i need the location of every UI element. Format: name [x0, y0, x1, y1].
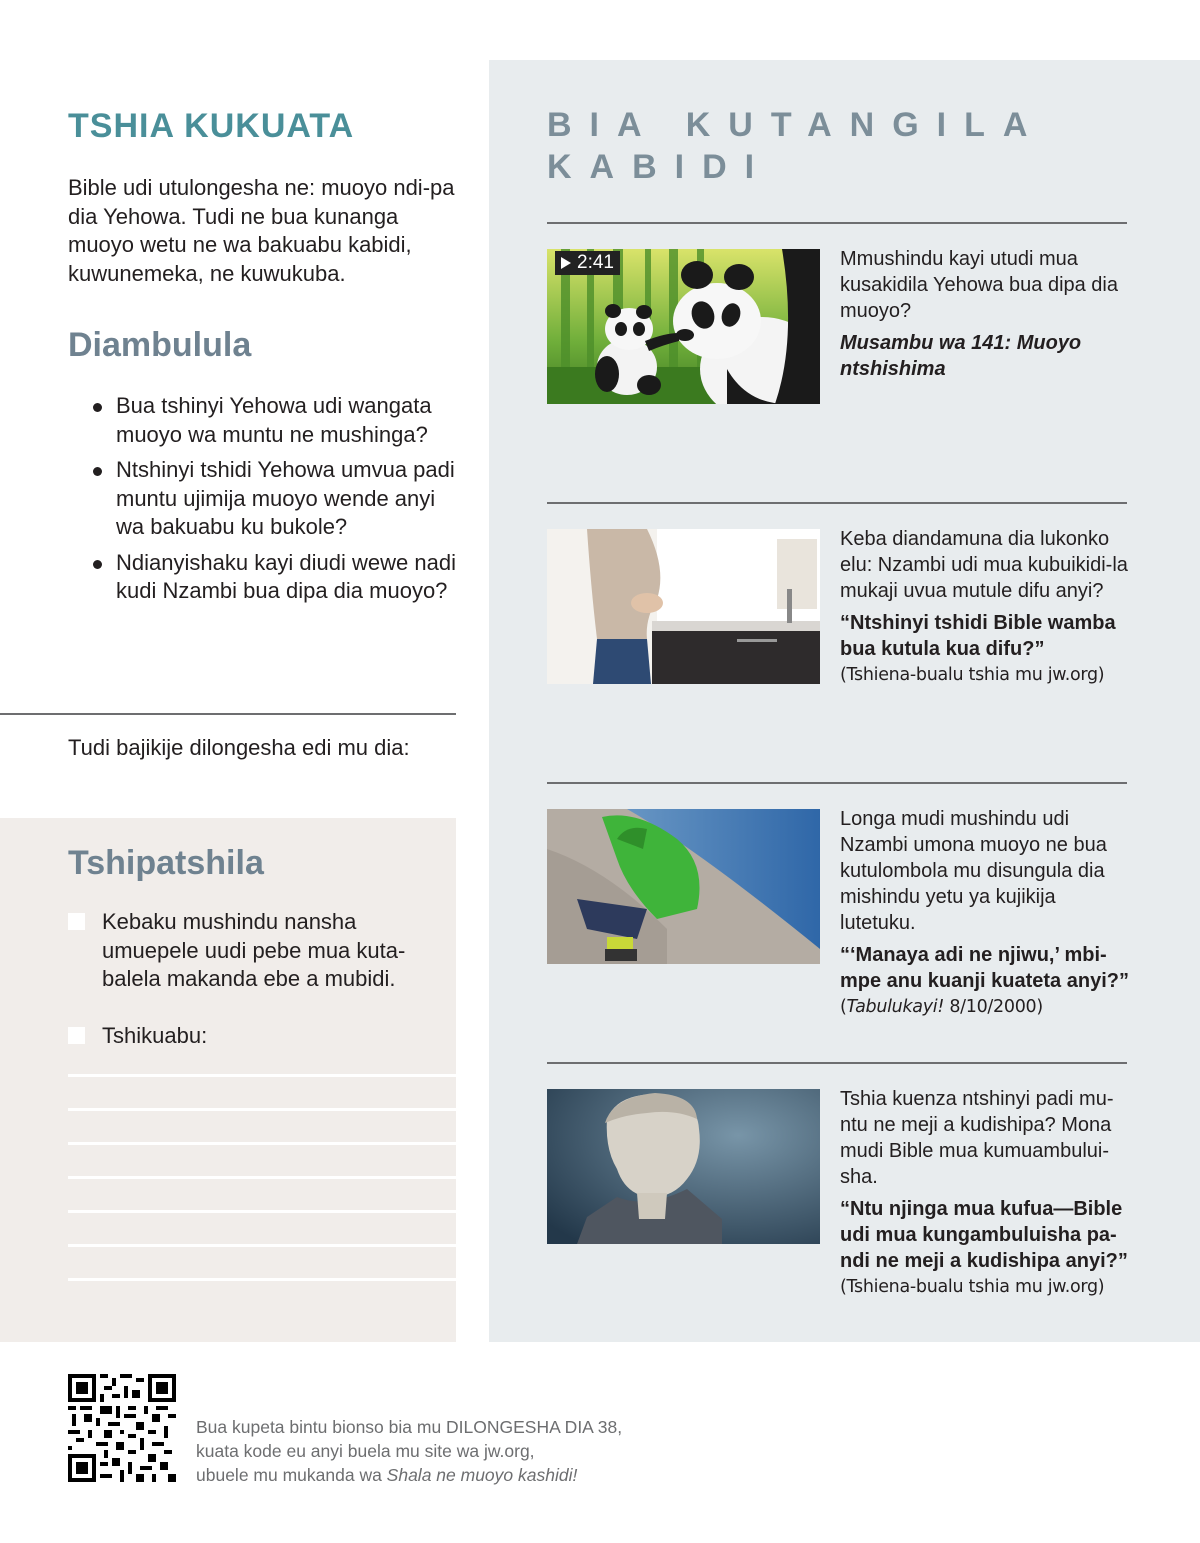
item-source: (Tabulukayi! 8/10/2000)	[840, 997, 1043, 1017]
divider	[547, 1062, 1127, 1064]
writing-line[interactable]	[68, 1176, 456, 1179]
divider	[547, 222, 1127, 224]
footer-note: Bua kupeta bintu bionso bia mu DILONGESHA DIA 38, kuata kode eu anyi buela mu site wa jw.org, ubuele mu mukanda wa Shala ne muoyo kashidi!	[196, 1417, 623, 1485]
list-item: Ntshinyi tshidi Yehowa umvua padi muntu ujimija muoyo wende anyi wa bakuabu ku bukole?	[92, 456, 462, 542]
intro-text: Bible udi utulongesha ne: muoyo ndi-pa dia Yehowa. Tudi ne bua kunanga muoyo wetu ne wa bakuabu kabidi, kuwunemeka, ne kuwukuba.	[68, 175, 455, 286]
bullet-icon	[93, 467, 102, 476]
item-source: (Tshiena-bualu tshia mu jw.org)	[840, 665, 1105, 685]
pregnant-woman-illustration-icon	[547, 529, 820, 684]
goal-title: Tshipatshila	[68, 844, 264, 882]
item-source: (Tshiena-bualu tshia mu jw.org)	[840, 1277, 1105, 1297]
video-duration-badge: 2:41	[555, 251, 620, 275]
list-item: Ndianyishaku kayi diudi wewe nadi kudi Nzambi bua dipa dia muoyo?	[92, 549, 462, 606]
writing-line[interactable]	[68, 1244, 456, 1247]
writing-line[interactable]	[68, 1074, 456, 1077]
item-description: Tshia kuenza ntshinyi padi mu-ntu ne meji a kudishipa? Mona mudi Bible mua kumuambului-sha.	[840, 1088, 1114, 1188]
writing-line[interactable]	[68, 1142, 456, 1145]
bullet-icon	[93, 403, 102, 412]
intro-section	[68, 108, 458, 288]
further-study-item-4	[840, 1086, 1130, 1300]
divider	[547, 782, 1127, 784]
bullet-icon	[93, 560, 102, 569]
writing-line[interactable]	[68, 1210, 456, 1213]
goal-task-1[interactable]: Kebaku mushindu nansha umuepele uudi pebe mua kuta-balela makanda ebe a mubidi.	[68, 908, 448, 994]
item-description: Keba diandamuna dia lukonko elu: Nzambi udi mua kubuikidi-la mukaji uvua mutule difu anyi?	[840, 528, 1128, 602]
statue-bust-illustration-icon	[547, 1089, 820, 1244]
studied-date-label[interactable]: Tudi bajikije dilongesha edi mu dia:	[68, 735, 410, 760]
review-questions	[92, 392, 462, 613]
further-study-item-2	[840, 526, 1130, 688]
rock-climber-illustration-icon	[547, 809, 820, 964]
item-description: Mmushindu kayi utudi mua kusakidila Yehowa bua dipa dia muoyo?	[840, 248, 1118, 322]
section-heading: TSHIA KUKUATA	[68, 107, 355, 145]
further-study-heading: BIA KUTANGILA KABIDI	[547, 106, 1045, 186]
divider	[0, 713, 456, 715]
writing-line[interactable]	[68, 1278, 456, 1281]
checkbox-icon[interactable]	[68, 913, 85, 930]
review-title: Diambulula	[68, 326, 252, 364]
item-title-link[interactable]: Musambu wa 141: Muoyo ntshishima	[840, 332, 1082, 380]
goal-task-other[interactable]: Tshikuabu:	[68, 1022, 448, 1051]
item-description: Longa mudi mushindu udi Nzambi umona muoyo ne bua kutulombola mu disungula dia mishindu yetu ya kujikija lutetuku.	[840, 808, 1107, 934]
checkbox-icon[interactable]	[68, 1027, 85, 1044]
item-title-link[interactable]: “‘Manaya adi ne njiwu,’ mbi-mpe anu kuanji kuateta anyi?”	[840, 944, 1129, 992]
qr-code-icon[interactable]	[68, 1374, 176, 1482]
further-study-item-1	[840, 246, 1130, 382]
play-icon	[561, 257, 571, 269]
rock-climber-photo[interactable]	[547, 809, 820, 964]
pregnant-woman-photo[interactable]	[547, 529, 820, 684]
statue-bust-photo[interactable]	[547, 1089, 820, 1244]
writing-line[interactable]	[68, 1108, 456, 1111]
further-study-item-3	[840, 806, 1130, 1020]
panda-video-thumbnail[interactable]	[547, 249, 820, 404]
goal-panel	[0, 818, 456, 1342]
item-title-link[interactable]: “Ntu njinga mua kufua—Bible udi mua kungambuluisha pa-ndi ne meji a kudishipa anyi?”	[840, 1198, 1128, 1272]
item-title-link[interactable]: “Ntshinyi tshidi Bible wamba bua kutula kua difu?”	[840, 612, 1116, 660]
divider	[547, 502, 1127, 504]
list-item: Bua tshinyi Yehowa udi wangata muoyo wa muntu ne mushinga?	[92, 392, 462, 449]
